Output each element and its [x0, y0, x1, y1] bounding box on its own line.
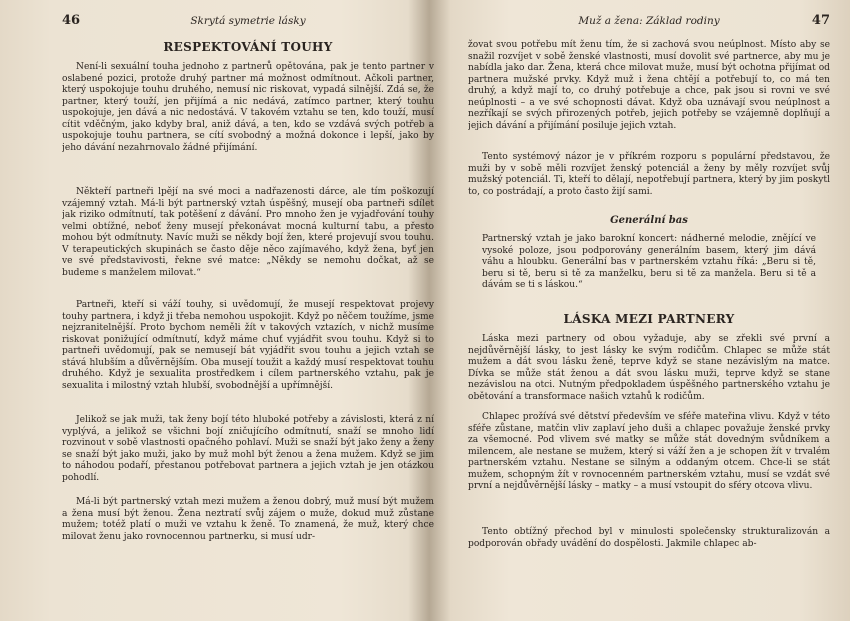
paragraph-laska-2: Chlapec prožívá své dětství především ve sféře mateřina vlivu. Když v této sféře zůstane, matčin vliv zaplaví jeho duši a chlapec považuje ženské prvky za všemocné. Pod vlivem své matky se může stát dovedným svůdníkem a milencem, ale nestane se mužem, který si váží žen a je schopen žít v trvalém partnerském vztahu. Nestane se silným a oddaným otcem. Chce-li se stát mužem, schopným žít v rovnocenném partnerském vztahu, musí se vzdát své první a nejdůvěrnější lásky – matky – a musí vstoupit do sféry otcova vlivu.: [468, 412, 830, 492]
paragraph-1: Není-li sexuální touha jednoho z partnerů opětována, pak je tento partner v oslabené pozici, protože druhý partner má možnost odmítnout. Ačkoli partner, který uspokojuje touhu druhého, nemusí nic riskovat, vypadá silnější. Zdá se, že partner, který touží, jen přijímá a nic nedává, zatímco partner, který touhu uspokojuje, jen dává a nic nedostává. V takovém vztahu se ten, kdo touží, musí cítit vděčným, jako kdyby bral, aniž dává, a ten, kdo se vzdává svých potřeb a uspokojuje touhu partnera, se cítí svobodný a možná dokonce i lepší, jako by jeho dávání nezahrnovalo žádné přijímání.: [62, 62, 434, 153]
paragraph-laska-3: Tento obtížný přechod byl v minulosti společensky strukturalizován a podporován obřady uvádění do dospělosti. Jakmile chlapec ab-: [468, 527, 830, 549]
paragraph-4: Jelikož se jak muži, tak ženy bojí této hluboké potřeby a závislosti, která z ní vyplývá, a jelikož se všichni bojí zničujícího odmítnutí, snaží se mnoho lidí rozvinout v sobě vlastnosti opačného pohlaví. Muži se snaží být jako ženy a ženy se snaží být jako muži, jako by muž mohl být ženou a žena mužem. Když se jim to náhodou podaří, přestanou potřebovat partnera a jejich vztah je jen otázkou pohodlí.: [62, 415, 434, 483]
paragraph-3: Partneři, kteří si váží touhy, si uvědomují, že musejí respektovat projevy touhy partnera, i když ji třeba nemohou uspokojit. Když po něčem toužíme, jsme nejzranitelnější. Proto bychom neměli žít v takových vztazích, v nichž musíme riskovat ponižující odmítnutí, když máme chuť vyjádřit svou touhu. Když si to partneři uvědomují, pak se nemusejí bát vyjádřit svou touhu a jejich vztah se stává hlubším a důvěrnějším. Oba musejí toužit a každý musí respektovat touhu druhého. Když je sexualita prostředkem i cílem partnerského vztahu, pak je sexualita i milostný vztah hlubší, svobodnější a upřímnější.: [62, 300, 434, 391]
right-page-header: [468, 13, 830, 31]
page-number-right: 47: [811, 13, 830, 28]
paragraph-2: Někteří partneři lpějí na své moci a nadřazenosti dárce, ale tím poškozují vzájemný vztah. Má-li být partnerský vztah úspěšný, musejí oba partneři sdílet jak riziko odmítnutí, tak potěšení z dávání. Pro mnoho žen je vyjadřování touhy velmi obtížné, neboť ženy musejí překonávat mocná kulturní tabu, a přesto mohou být odmítnuty. Navíc muži se někdy bojí žen, které projevují svou touhu. V terapeutických skupinách se často děje něco zajímavého, když žena, byť jen ve své představivosti, řekne své matce: „Někdy se nemohu dočkat, až se budeme s manželem milovat.“: [62, 187, 434, 278]
running-header-left: Skrytá symetrie lásky: [190, 15, 306, 27]
running-header-right: Muž a žena: Základ rodiny: [578, 15, 720, 27]
left-page: [62, 0, 434, 621]
box-text-generalni-bas: Partnerský vztah je jako barokní koncert: nádherné melodie, znějící ve vysoké poloze, jsou podporovány generálním basem, který jim dává váhu a hloubku. Generální bas v partnerském vztahu říká: „Beru si tě, beru si tě, beru si tě za manželku, beru si tě za manžela. Beru si tě a dávám se ti s láskou.“: [482, 234, 816, 291]
left-page-header: [62, 13, 434, 31]
page-number-left: 46: [62, 13, 81, 28]
box-title-generalni-bas: Generální bas: [610, 215, 688, 226]
paragraph-5: Má-li být partnerský vztah mezi mužem a ženou dobrý, muž musí být mužem a žena musí být ženou. Žena neztratí svůj zájem o muže, dokud muž zůstane mužem; totéž platí o muži ve vztahu k ženě. To znamená, že muž, který chce milovat ženu jako rovnocennou partnerku, si musí udr-: [62, 497, 434, 542]
section-title-respektovani-touhy: RESPEKTOVÁNÍ TOUHY: [163, 40, 333, 54]
paragraph-continued: žovat svou potřebu mít ženu tím, že si zachová svou neúplnost. Místo aby se snažil rozvíjet v sobě ženské vlastnosti, musí dovolit své partnerce, aby mu je nabídla jako dar. Žena, která chce milovat muže, musí být ochotna přijímat od partnera mužské prvky. Když muž i žena chtějí a potřebují to, co má ten druhý, a když mají to, co druhý potřebuje a chce, pak jsou si rovni ve své neúplnosti – a ve své schopnosti dávat. Když oba uznávají svou neúplnost a nezříkají se svých přirozených potřeb, jejich potřeby se vzájemně doplňují a jejich dávání a přijímání posiluje jejich vztah.: [468, 40, 830, 131]
paragraph-systemovy-nazor: Tento systémový názor je v příkrém rozporu s populární představou, že muži by v sobě měli rozvíjet ženský potenciál a ženy by měly rozvíjet svůj mužský potenciál. Ti, kteří to dělají, nepotřebují partnera, který by jim poskytl to, co postrádají, a proto často žijí sami.: [468, 152, 830, 197]
paragraph-laska-1: Láska mezi partnery od obou vyžaduje, aby se zřekli své první a nejdůvěrnější lásky, to jest lásky ke svým rodičům. Chlapec se může stát mužem a dát svou lásku ženě, teprve když se stane nezávislým na matce. Dívka se může stát ženou a dát svou lásku muži, teprve když se stane nezávislou na otci. Nutným předpokladem úspěšného partnerského vztahu je obětování a transformace našich vztahů k rodičům.: [468, 334, 830, 402]
right-page: [468, 0, 830, 621]
section-title-laska-mezi-partnery: LÁSKA MEZI PARTNERY: [563, 312, 735, 326]
